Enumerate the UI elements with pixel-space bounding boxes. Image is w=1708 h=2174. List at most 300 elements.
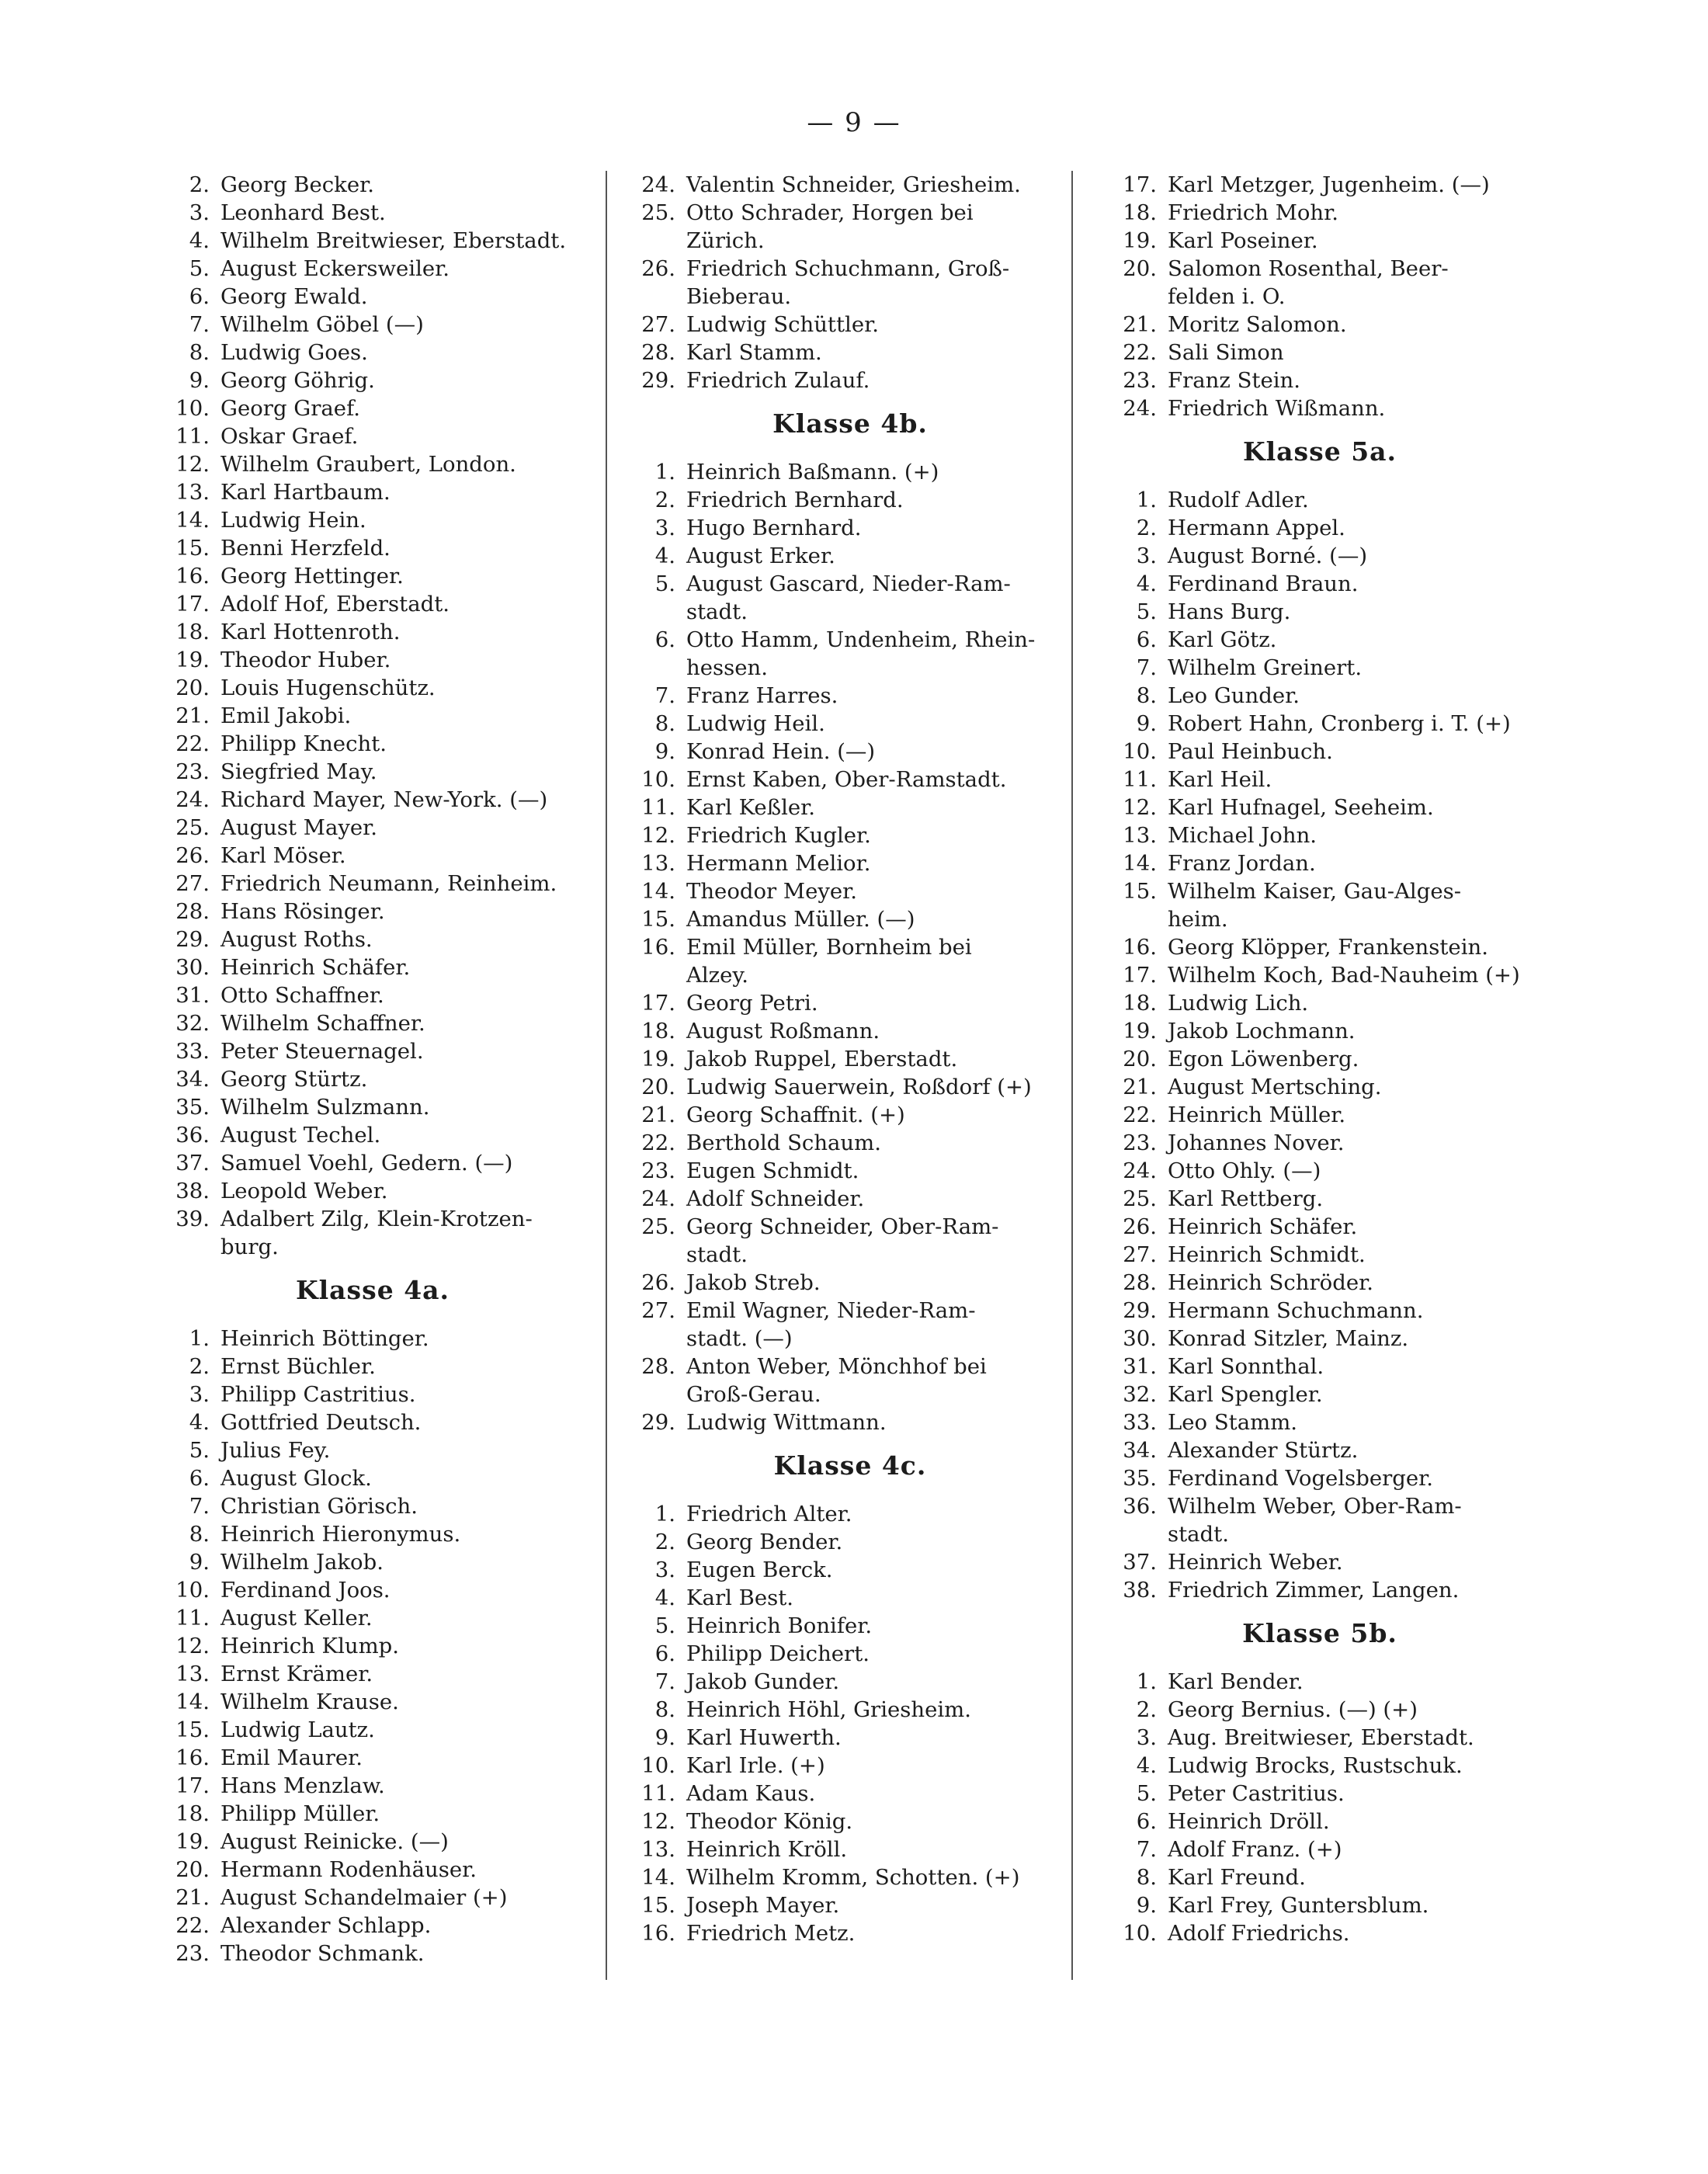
entry-number: 38. (175, 1179, 210, 1203)
entry-number: 11. (175, 424, 210, 449)
entry-number: 36. (175, 1123, 210, 1148)
entry-number: 20. (1123, 256, 1157, 281)
entry-name: Georg Stürtz. (220, 1067, 368, 1092)
list-item (155, 1772, 590, 1800)
entry-name: Jakob Gunder. (686, 1669, 840, 1694)
entry-number: 18. (175, 1801, 210, 1826)
entry-number: 18. (641, 1019, 675, 1044)
entry-name: Karl Hottenroth. (220, 620, 401, 644)
entry-name: Friedrich Zimmer, Langen. (1168, 1578, 1460, 1603)
entry-number: 3. (1136, 1725, 1157, 1750)
list-item (155, 1149, 590, 1177)
list-item (621, 1752, 1079, 1780)
entry-number: 13. (175, 1662, 210, 1686)
entry-name: Siegfried May. (220, 759, 377, 784)
entry-number: 29. (641, 368, 675, 393)
list-item-continuation (621, 283, 1079, 311)
list-item (621, 682, 1079, 710)
entry-name: Ludwig Brocks, Rustschuk. (1168, 1753, 1463, 1778)
entry-name: Philipp Deichert. (686, 1641, 870, 1666)
list-item-continuation (621, 1241, 1079, 1269)
entry-number: 23. (641, 1158, 675, 1183)
entry-number: 25. (641, 200, 675, 225)
entry-name: Wilhelm Jakob. (220, 1550, 384, 1575)
entry-name: Robert Hahn, Cronberg i. T. (+) (1168, 711, 1511, 736)
entry-name: Adam Kaus. (686, 1781, 816, 1806)
list-item (1102, 1017, 1537, 1045)
list-item (1102, 598, 1537, 626)
list-item (155, 1548, 590, 1576)
entry-name: Franz Harres. (686, 683, 838, 708)
list-item (155, 283, 590, 311)
entry-number: 17. (1123, 963, 1157, 988)
entry-name: Ferdinand Vogelsberger. (1168, 1466, 1434, 1491)
entry-name: Heinrich Schäfer. (220, 955, 411, 980)
list-item (1102, 199, 1537, 227)
entry-number: 20. (641, 1075, 675, 1099)
list-item (621, 458, 1079, 486)
entry-name: Louis Hugenschütz. (220, 675, 436, 700)
list-item (1102, 877, 1537, 905)
list-item (1102, 1863, 1537, 1891)
list-item (155, 618, 590, 646)
entry-number: 37. (175, 1151, 210, 1176)
entry-name: burg. (220, 1235, 279, 1259)
entry-name: Jakob Lochmann. (1168, 1019, 1356, 1044)
entry-name: Karl Hartbaum. (220, 480, 391, 505)
list-item (155, 702, 590, 730)
entry-number: 1. (654, 1502, 675, 1526)
list-item (155, 1037, 590, 1065)
entry-name: Emil Jakobi. (220, 703, 352, 728)
entry-number: 17. (175, 592, 210, 616)
entry-number: 18. (175, 620, 210, 644)
entry-number: 9. (654, 739, 675, 764)
class-heading: Klasse 4c. (773, 1450, 927, 1481)
entry-number: 19. (641, 1047, 675, 1071)
entry-number: 23. (1123, 1130, 1157, 1155)
entry-number: 6. (189, 284, 210, 309)
list-item (621, 1297, 1079, 1325)
entry-number: 11. (641, 1781, 675, 1806)
entry-name: Heinrich Bonifer. (686, 1613, 873, 1638)
entry-name: Valentin Schneider, Griesheim. (686, 172, 1021, 197)
entry-number: 21. (175, 1885, 210, 1910)
entry-name: Wilhelm Göbel (—) (220, 312, 424, 337)
entry-name: Georg Graef. (220, 396, 361, 421)
entry-number: 24. (641, 1186, 675, 1211)
list-item (155, 646, 590, 674)
entry-number (1102, 283, 1168, 311)
entry-number: 26. (1123, 1214, 1157, 1239)
entry-number: 2. (654, 1530, 675, 1554)
entry-number: 3. (189, 1382, 210, 1407)
entry-number: 24. (175, 787, 210, 812)
entry-name: stadt. (1168, 1522, 1229, 1547)
list-item (1102, 1101, 1537, 1129)
list-item-continuation (1102, 1520, 1537, 1548)
list-item (1102, 227, 1537, 255)
list-item (1102, 1835, 1537, 1863)
entry-name: Richard Mayer, New-York. (—) (220, 787, 548, 812)
entry-name: Karl Götz. (1168, 627, 1277, 652)
list-item (155, 1940, 590, 1967)
list-item (621, 738, 1079, 766)
entry-name: Alexander Stürtz. (1168, 1438, 1359, 1463)
entry-name: Karl Huwerth. (686, 1725, 842, 1750)
entry-name: Johannes Nover. (1168, 1130, 1345, 1155)
entry-name: Samuel Voehl, Gedern. (—) (220, 1151, 513, 1176)
list-item (155, 422, 590, 450)
list-item (155, 227, 590, 255)
entry-number: 5. (654, 1613, 675, 1638)
entry-name: Heinrich Klump. (220, 1634, 400, 1658)
entry-number: 22. (175, 1913, 210, 1938)
entry-name: Karl Poseiner. (1168, 228, 1318, 253)
entry-name: Karl Best. (686, 1585, 794, 1610)
entry-number: 16. (175, 1745, 210, 1770)
entry-number: 6. (189, 1466, 210, 1491)
list-item (1102, 1780, 1537, 1808)
entry-name: Moritz Salomon. (1168, 312, 1347, 337)
entry-name: August Mertsching. (1168, 1075, 1382, 1099)
entry-name: Anton Weber, Mönchhof bei (686, 1354, 987, 1379)
entry-number: 14. (641, 1865, 675, 1890)
list-item (1102, 1241, 1537, 1269)
entry-name: Ludwig Wittmann. (686, 1410, 887, 1435)
list-item (155, 534, 590, 562)
entry-name: Adolf Hof, Eberstadt. (220, 592, 450, 616)
entry-number: 5. (189, 256, 210, 281)
entry-name: Georg Becker. (220, 172, 374, 197)
entry-name: Georg Petri. (686, 991, 818, 1016)
entry-number: 35. (175, 1095, 210, 1120)
list-item (1102, 654, 1537, 682)
entry-name: Friedrich Schuchmann, Groß- (686, 256, 1010, 281)
list-item (621, 1045, 1079, 1073)
list-item (621, 311, 1079, 339)
list-item (1102, 311, 1537, 339)
entry-number: 10. (175, 1578, 210, 1603)
entry-number: 14. (175, 508, 210, 533)
entry-number: 29. (1123, 1298, 1157, 1323)
entry-name: Theodor Meyer. (686, 879, 858, 904)
entry-name: heim. (1168, 907, 1228, 932)
list-item (621, 199, 1079, 227)
entry-number: 13. (641, 1837, 675, 1862)
list-item (1102, 514, 1537, 542)
list-item (155, 506, 590, 534)
entry-name: Ernst Kaben, Ober-Ramstadt. (686, 767, 1007, 792)
entry-name: Peter Castritius. (1168, 1781, 1345, 1806)
entry-name: Egon Löwenberg. (1168, 1047, 1359, 1071)
list-item (621, 1584, 1079, 1612)
list-item (155, 562, 590, 590)
list-item (1102, 1492, 1537, 1520)
list-item (1102, 1073, 1537, 1101)
list-item (1102, 1436, 1537, 1464)
list-item (1102, 1724, 1537, 1752)
list-item (1102, 394, 1537, 422)
entry-number: 4. (189, 228, 210, 253)
list-item (155, 1912, 590, 1940)
entry-name: felden i. O. (1168, 284, 1286, 309)
list-item (621, 1500, 1079, 1528)
list-item (155, 394, 590, 422)
entry-name: Georg Schaffnit. (+) (686, 1103, 905, 1127)
entry-name: August Roths. (220, 927, 373, 952)
list-item (1102, 1297, 1537, 1325)
entry-name: Gottfried Deutsch. (220, 1410, 422, 1435)
entry-number: 10. (1123, 1921, 1157, 1946)
entry-number: 9. (1136, 1893, 1157, 1918)
entry-number: 19. (1123, 1019, 1157, 1044)
list-item (1102, 1185, 1537, 1213)
list-item (155, 171, 590, 199)
entry-number: 7. (189, 1494, 210, 1519)
entry-name: Franz Jordan. (1168, 851, 1316, 876)
list-item (155, 1464, 590, 1492)
entry-number: 10. (641, 767, 675, 792)
entry-number: 31. (175, 983, 210, 1008)
entry-number: 23. (175, 759, 210, 784)
list-item (155, 1325, 590, 1353)
list-item (1102, 766, 1537, 794)
entry-name: Theodor Schmank. (220, 1941, 425, 1966)
entry-number: 17. (1123, 172, 1157, 197)
column-3 (1102, 171, 1537, 1947)
entry-number: 24. (1123, 396, 1157, 421)
list-item (621, 766, 1079, 794)
list-item (1102, 989, 1537, 1017)
list-item (155, 1688, 590, 1716)
entry-number: 9. (189, 1550, 210, 1575)
entry-name: Heinrich Dröll. (1168, 1809, 1330, 1834)
entry-number: 10. (175, 396, 210, 421)
entry-number: 19. (1123, 228, 1157, 253)
list-item (621, 1612, 1079, 1640)
list-item (155, 366, 590, 394)
list-item (1102, 542, 1537, 570)
entry-number: 20. (1123, 1047, 1157, 1071)
entry-number: 29. (641, 1410, 675, 1435)
entry-number: 9. (654, 1725, 675, 1750)
entry-number: 14. (641, 879, 675, 904)
list-item (155, 1380, 590, 1408)
entry-number: 2. (1136, 1697, 1157, 1722)
entry-number: 5. (189, 1438, 210, 1463)
list-item (621, 542, 1079, 570)
entry-number: 8. (189, 1522, 210, 1547)
entry-number: 32. (1123, 1382, 1157, 1407)
entry-name: Heinrich Schäfer. (1168, 1214, 1358, 1239)
list-item (155, 199, 590, 227)
entry-number: 21. (175, 703, 210, 728)
list-item (1102, 1919, 1537, 1947)
entry-number (621, 654, 686, 682)
entry-number: 19. (175, 1829, 210, 1854)
entry-number (155, 1233, 220, 1261)
entry-name: Wilhelm Weber, Ober-Ram- (1168, 1494, 1462, 1519)
entry-name: Rudolf Adler. (1168, 488, 1309, 512)
entry-number: 15. (175, 536, 210, 561)
entry-name: stadt. (—) (686, 1326, 793, 1351)
list-item-continuation (621, 227, 1079, 255)
list-item (155, 478, 590, 506)
entry-number: 18. (1123, 991, 1157, 1016)
entry-number: 28. (641, 1354, 675, 1379)
list-item (621, 1780, 1079, 1808)
entry-number: 28. (641, 340, 675, 365)
entry-name: Philipp Castritius. (220, 1382, 416, 1407)
entry-name: Oskar Graef. (220, 424, 359, 449)
entry-name: Wilhelm Greinert. (1168, 655, 1363, 680)
entry-number: 15. (641, 907, 675, 932)
list-item (155, 758, 590, 786)
entry-name: August Gascard, Nieder-Ram- (686, 571, 1011, 596)
list-item (155, 1121, 590, 1149)
entry-number: 4. (654, 1585, 675, 1610)
entry-name: Karl Bender. (1168, 1669, 1304, 1694)
entry-name: August Techel. (220, 1123, 381, 1148)
list-item (621, 849, 1079, 877)
entry-name: Karl Frey, Guntersblum. (1168, 1893, 1429, 1918)
list-item (1102, 570, 1537, 598)
entry-number: 16. (175, 564, 210, 589)
list-item (1102, 1408, 1537, 1436)
entry-number: 28. (175, 899, 210, 924)
list-item (155, 842, 590, 870)
list-item (155, 255, 590, 283)
list-item (621, 1073, 1079, 1101)
class-heading: Klasse 4a. (295, 1275, 450, 1305)
entry-name: Ludwig Lich. (1168, 991, 1309, 1016)
entry-number: 11. (175, 1606, 210, 1630)
entry-number: 3. (654, 516, 675, 540)
entry-number: 15. (1123, 879, 1157, 904)
entry-name: Wilhelm Schaffner. (220, 1011, 425, 1036)
list-item (621, 366, 1079, 394)
entry-number: 3. (189, 200, 210, 225)
list-item (621, 1353, 1079, 1380)
list-item (155, 1492, 590, 1520)
entry-name: Karl Metzger, Jugenheim. (—) (1168, 172, 1490, 197)
entry-number (621, 1241, 686, 1269)
list-item (155, 450, 590, 478)
list-item (155, 898, 590, 926)
entry-name: August Roßmann. (686, 1019, 880, 1044)
entry-number: 38. (1123, 1578, 1157, 1603)
list-item (155, 1856, 590, 1884)
entry-name: stadt. (686, 1242, 748, 1267)
list-item (1102, 710, 1537, 738)
entry-name: Michael John. (1168, 823, 1317, 848)
entry-name: Sali Simon (1168, 340, 1284, 365)
entry-name: Christian Görisch. (220, 1494, 418, 1519)
entry-number: 8. (189, 340, 210, 365)
entry-number: 30. (1123, 1326, 1157, 1351)
entry-name: August Mayer. (220, 815, 378, 840)
list-item (621, 486, 1079, 514)
entry-number: 26. (175, 843, 210, 868)
entry-name: Joseph Mayer. (686, 1893, 840, 1918)
entry-name: Benni Herzfeld. (220, 536, 391, 561)
list-item-continuation (621, 654, 1079, 682)
entry-name: Georg Göhrig. (220, 368, 375, 393)
entry-name: Konrad Sitzler, Mainz. (1168, 1326, 1409, 1351)
list-item (621, 1528, 1079, 1556)
entry-name: Hermann Rodenhäuser. (220, 1857, 477, 1882)
list-item (155, 311, 590, 339)
list-item (621, 1891, 1079, 1919)
entry-number: 31. (1123, 1354, 1157, 1379)
entry-name: Friedrich Bernhard. (686, 488, 904, 512)
list-item (621, 1157, 1079, 1185)
entry-number (621, 283, 686, 311)
entry-name: Friedrich Metz. (686, 1921, 856, 1946)
list-item-continuation (1102, 905, 1537, 933)
entry-name: Aug. Breitwieser, Eberstadt. (1168, 1725, 1474, 1750)
list-item (155, 870, 590, 898)
list-item (1102, 1808, 1537, 1835)
list-item (621, 1724, 1079, 1752)
list-item (155, 339, 590, 366)
list-item-continuation (155, 1233, 590, 1261)
entry-number: 8. (1136, 683, 1157, 708)
list-item (621, 989, 1079, 1017)
entry-name: Georg Schneider, Ober-Ram- (686, 1214, 999, 1239)
entry-number: 2. (1136, 516, 1157, 540)
list-item (621, 1835, 1079, 1863)
entry-name: Heinrich Böttinger. (220, 1326, 429, 1351)
entry-number: 25. (1123, 1186, 1157, 1211)
list-item (1102, 1157, 1537, 1185)
entry-name: Hans Burg. (1168, 599, 1291, 624)
list-item (1102, 1696, 1537, 1724)
entry-number: 4. (654, 544, 675, 568)
list-item (155, 1177, 590, 1205)
entry-number: 9. (1136, 711, 1157, 736)
entry-name: Friedrich Mohr. (1168, 200, 1338, 225)
list-item (155, 1884, 590, 1912)
entry-name: Theodor Huber. (220, 648, 391, 672)
entry-name: Adolf Franz. (+) (1168, 1837, 1342, 1862)
entry-number: 18. (1123, 200, 1157, 225)
list-item (1102, 1129, 1537, 1157)
entry-number: 20. (175, 1857, 210, 1882)
entry-number: 1. (654, 460, 675, 484)
list-item (1102, 961, 1537, 989)
list-item (155, 1828, 590, 1856)
entry-number: 2. (189, 1354, 210, 1379)
entry-number: 11. (1123, 767, 1157, 792)
entry-name: Ludwig Schüttler. (686, 312, 879, 337)
list-item (621, 1668, 1079, 1696)
list-item (1102, 738, 1537, 766)
entry-number: 16. (641, 1921, 675, 1946)
entry-name: Friedrich Kugler. (686, 823, 871, 848)
entry-name: Georg Ewald. (220, 284, 368, 309)
entry-name: Wilhelm Kromm, Schotten. (+) (686, 1865, 1020, 1890)
entry-name: Friedrich Neumann, Reinheim. (220, 871, 557, 896)
list-item (1102, 1464, 1537, 1492)
entry-name: Alzey. (686, 963, 749, 988)
entry-name: Ludwig Lautz. (220, 1717, 375, 1742)
column-1 (155, 171, 590, 1967)
entry-name: Adolf Schneider. (686, 1186, 865, 1211)
list-item (155, 674, 590, 702)
list-item (155, 1576, 590, 1604)
